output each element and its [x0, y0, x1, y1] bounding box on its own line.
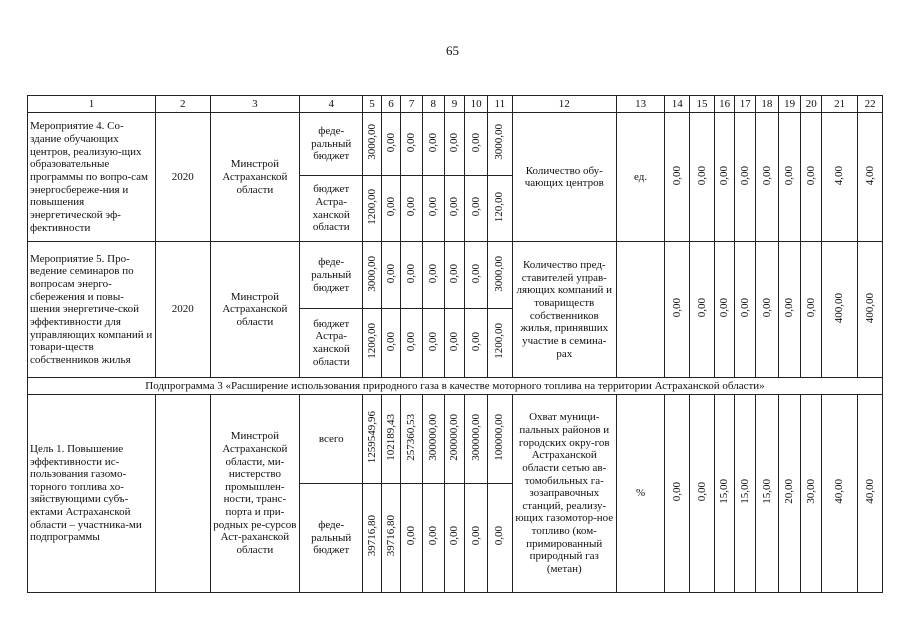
funding-source: бюджет Астра-ханской области	[300, 309, 363, 378]
subprogram-title: Подпрограмма 3 «Расширение использования природного газа в качестве моторного топлива на территории Астраханской области»	[28, 377, 883, 394]
amount-cell: 1200,00	[363, 309, 382, 378]
amount-cell: 0,00	[444, 242, 465, 309]
amount-cell: 0,00	[401, 175, 423, 242]
indicator-value: 0,00	[801, 113, 822, 242]
amount-cell: 0,00	[444, 175, 465, 242]
indicator-value: 30,00	[801, 394, 822, 592]
funding-source: феде-ральный бюджет	[300, 242, 363, 309]
header-cell: 14	[665, 96, 690, 113]
amount-cell: 0,00	[381, 175, 401, 242]
amount-cell: 0,00	[487, 483, 512, 592]
amount-cell: 39716,80	[363, 483, 382, 592]
amount-cell: 0,00	[422, 242, 444, 309]
amount-cell: 0,00	[422, 175, 444, 242]
measure-name: Мероприятие 5. Про-ведение семинаров по вопросам энерго-сбережения и повы-шения энергетиче-ской эффективности для управляющих компаний и товари-ществ собственников жилья	[28, 242, 156, 377]
header-cell: 19	[778, 96, 801, 113]
indicator-value: 4,00	[822, 113, 858, 242]
amount-cell: 300000,00	[422, 394, 444, 483]
goal-row-total	[28, 394, 883, 483]
header-cell: 1	[28, 96, 156, 113]
indicator-value: 0,00	[801, 242, 822, 377]
subprogram-row	[28, 377, 883, 394]
amount-cell: 3000,00	[363, 242, 382, 309]
indicator-value: 0,00	[778, 113, 801, 242]
m5-row-federal	[28, 242, 883, 309]
year-cell: 2020	[155, 113, 210, 242]
amount-cell: 3000,00	[363, 113, 382, 176]
amount-cell: 0,00	[401, 483, 423, 592]
header-cell: 11	[487, 96, 512, 113]
header-cell: 18	[756, 96, 779, 113]
funding-source: феде-ральный бюджет	[300, 113, 363, 176]
amount-cell: 1200,00	[363, 175, 382, 242]
header-cell: 7	[401, 96, 423, 113]
amount-cell: 0,00	[422, 483, 444, 592]
amount-cell: 200000,00	[444, 394, 465, 483]
indicator-value: 0,00	[665, 113, 690, 242]
indicator-value: 0,00	[690, 113, 715, 242]
header-cell: 22	[858, 96, 883, 113]
indicator-value: 15,00	[735, 394, 756, 592]
header-cell: 9	[444, 96, 465, 113]
amount-cell: 100000,00	[487, 394, 512, 483]
amount-cell: 300000,00	[465, 394, 488, 483]
amount-cell: 3000,00	[487, 242, 512, 309]
amount-cell: 257360,53	[401, 394, 423, 483]
amount-cell: 0,00	[465, 483, 488, 592]
amount-cell: 0,00	[401, 113, 423, 176]
header-cell: 5	[363, 96, 382, 113]
amount-cell: 0,00	[465, 242, 488, 309]
indicator-value: 20,00	[778, 394, 801, 592]
indicator-cell: Количество пред-ставителей управ-ляющих компаний и товариществ собственников жилья, принявших участие в семина-рах	[512, 242, 616, 377]
header-cell: 10	[465, 96, 488, 113]
indicator-value: 0,00	[735, 242, 756, 377]
header-cell: 8	[422, 96, 444, 113]
header-cell: 12	[512, 96, 616, 113]
goal-name: Цель 1. Повышение эффективности ис-пользования газомо-торного топлива хо-зяйствующими субъ-ектами Астраханской области – участника-ми подпрограммы	[28, 394, 156, 592]
amount-cell: 0,00	[465, 175, 488, 242]
executor-cell: Минстрой Астраханской области	[210, 113, 300, 242]
indicator-value: 15,00	[714, 394, 735, 592]
indicator-value: 40,00	[822, 394, 858, 592]
header-cell: 20	[801, 96, 822, 113]
unit-cell: %	[616, 394, 664, 592]
header-cell: 16	[714, 96, 735, 113]
unit-cell	[616, 242, 664, 377]
amount-cell: 39716,80	[381, 483, 401, 592]
indicator-value: 0,00	[665, 242, 690, 377]
header-cell: 15	[690, 96, 715, 113]
funding-source: бюджет Астра-ханской области	[300, 175, 363, 242]
header-cell: 4	[300, 96, 363, 113]
header-cell: 17	[735, 96, 756, 113]
indicator-value: 4,00	[858, 113, 883, 242]
indicator-cell: Количество обу-чающих центров	[512, 113, 616, 242]
indicator-value: 40,00	[858, 394, 883, 592]
m4-row-federal	[28, 113, 883, 176]
funding-source: всего	[300, 394, 363, 483]
amount-cell: 0,00	[422, 113, 444, 176]
program-table	[27, 95, 883, 593]
year-cell	[155, 394, 210, 592]
amount-cell: 0,00	[444, 113, 465, 176]
header-cell: 2	[155, 96, 210, 113]
amount-cell: 0,00	[401, 242, 423, 309]
amount-cell: 3000,00	[487, 113, 512, 176]
amount-cell: 0,00	[381, 113, 401, 176]
amount-cell: 1259549,96	[363, 394, 382, 483]
indicator-value: 400,00	[822, 242, 858, 377]
indicator-cell: Охват муници-пальных районов и городских окру-гов Астраханской области сетью ав-томобильных га-зозаправочных станций, реализу-ющих газомотор-ное топливо (ком-примированный природный газ (метан)	[512, 394, 616, 592]
unit-cell: ед.	[616, 113, 664, 242]
executor-cell: Минстрой Астраханской области, ми-нистерство промышлен-ности, транс-порта и при-родных ре-сурсов Аст-раханской области	[210, 394, 300, 592]
amount-cell: 0,00	[465, 309, 488, 378]
amount-cell: 102189,43	[381, 394, 401, 483]
header-cell: 3	[210, 96, 300, 113]
amount-cell: 0,00	[465, 113, 488, 176]
amount-cell: 0,00	[422, 309, 444, 378]
header-cell: 21	[822, 96, 858, 113]
indicator-value: 400,00	[858, 242, 883, 377]
amount-cell: 0,00	[381, 242, 401, 309]
page-number: 65	[446, 43, 459, 58]
header-cell: 6	[381, 96, 401, 113]
executor-cell: Минстрой Астраханской области	[210, 242, 300, 377]
amount-cell: 1200,00	[487, 309, 512, 378]
header-row	[28, 96, 883, 113]
amount-cell: 0,00	[401, 309, 423, 378]
indicator-value: 15,00	[756, 394, 779, 592]
amount-cell: 0,00	[444, 309, 465, 378]
indicator-value: 0,00	[690, 394, 715, 592]
indicator-value: 0,00	[690, 242, 715, 377]
amount-cell: 120,00	[487, 175, 512, 242]
indicator-value: 0,00	[665, 394, 690, 592]
indicator-value: 0,00	[778, 242, 801, 377]
amount-cell: 0,00	[381, 309, 401, 378]
funding-source: феде-ральный бюджет	[300, 483, 363, 592]
year-cell: 2020	[155, 242, 210, 377]
measure-name: Мероприятие 4. Со-здание обучающих центров, реализую-щих образовательные программы по вопро-сам энергосбереже-ния и повышения энергетической эф-фективности	[28, 113, 156, 242]
indicator-value: 0,00	[756, 242, 779, 377]
indicator-value: 0,00	[714, 113, 735, 242]
header-cell: 13	[616, 96, 664, 113]
indicator-value: 0,00	[735, 113, 756, 242]
amount-cell: 0,00	[444, 483, 465, 592]
indicator-value: 0,00	[756, 113, 779, 242]
indicator-value: 0,00	[714, 242, 735, 377]
